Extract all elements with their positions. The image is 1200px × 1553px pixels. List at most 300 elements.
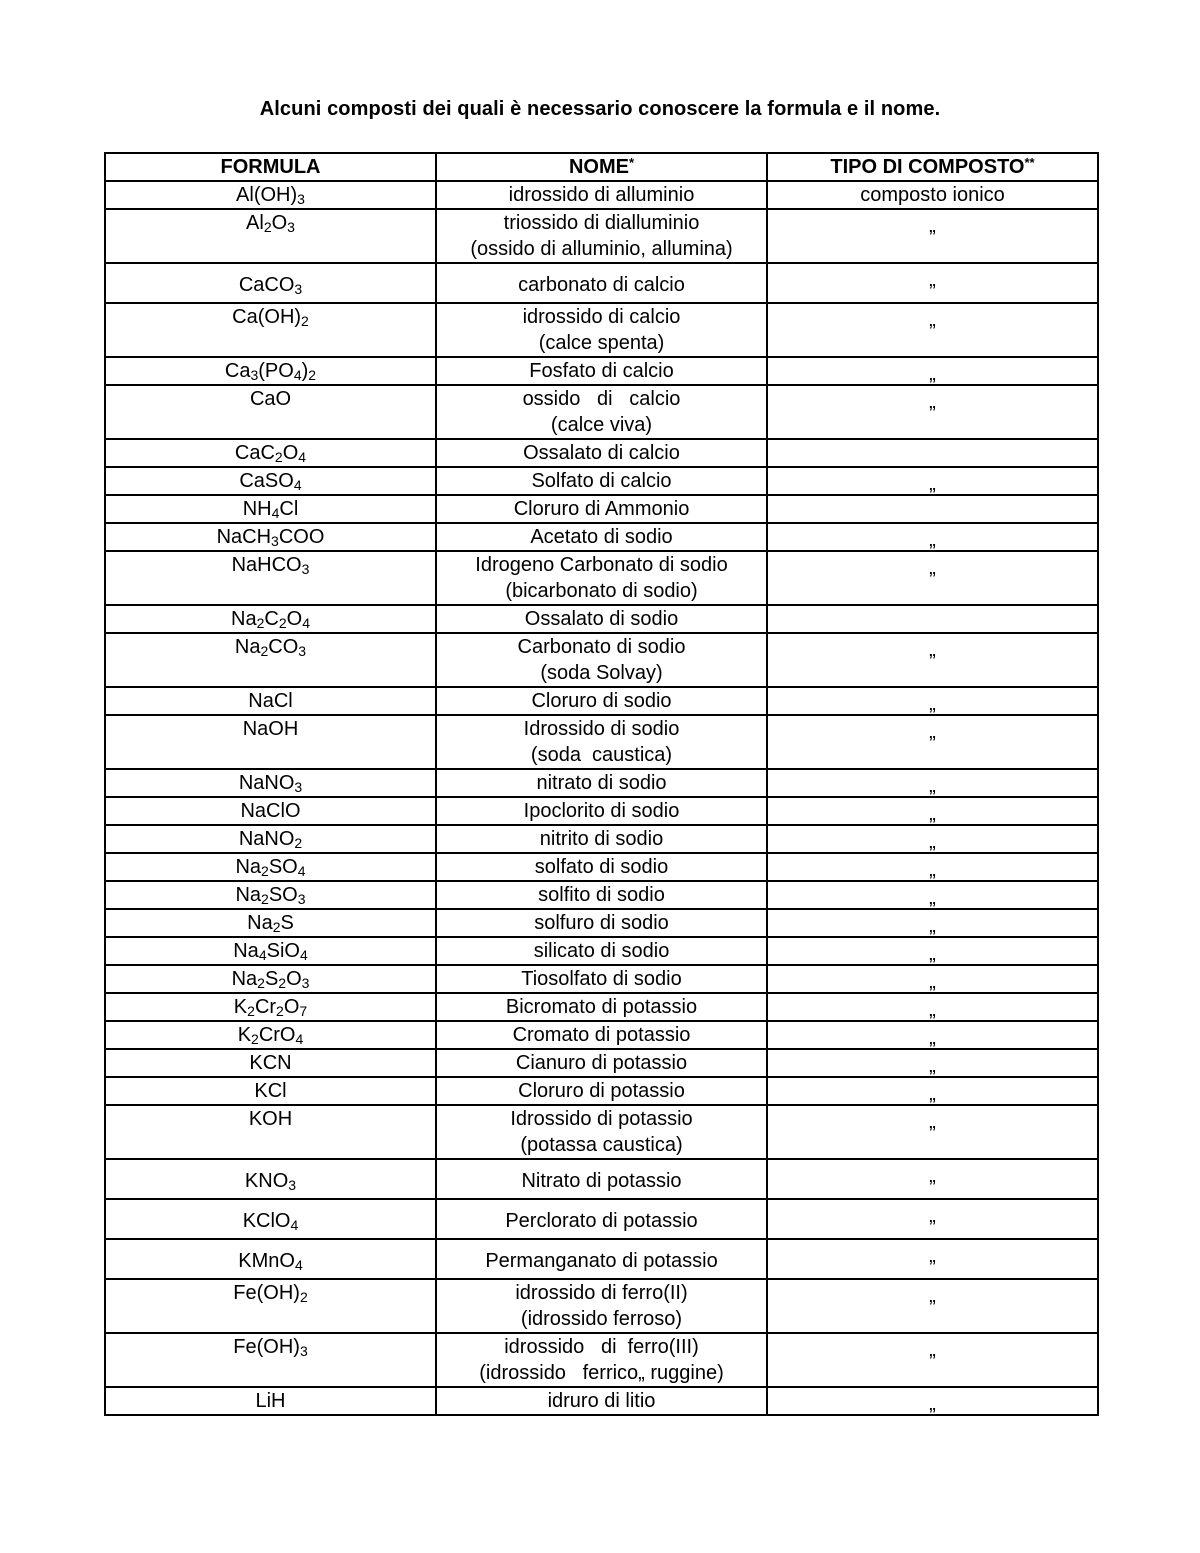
formula-part: Na	[247, 912, 273, 934]
formula-part: Na	[231, 968, 258, 990]
formula-part: K	[237, 1024, 252, 1046]
tipo-cell	[767, 551, 1098, 605]
formula-subscript: 2	[274, 449, 283, 465]
formula-subscript: 3	[287, 219, 295, 235]
formula-part: CaO	[249, 388, 292, 410]
ditto-mark: „	[929, 391, 936, 413]
table-row	[105, 1021, 1098, 1049]
table-row	[105, 263, 1098, 303]
table-row	[105, 937, 1098, 965]
compound-name: Permanganato di potassio	[485, 1250, 718, 1272]
formula-subscript: 4	[290, 1217, 299, 1233]
tipo-cell	[767, 385, 1098, 439]
name-cell	[436, 909, 767, 937]
formula-subscript: 2	[299, 1289, 308, 1305]
formula-cell	[105, 1333, 436, 1387]
footnote-mark: **	[1024, 155, 1035, 170]
formula-subscript: 3	[299, 1343, 308, 1359]
tipo-cell	[767, 181, 1098, 209]
tipo-cell	[767, 439, 1098, 467]
tipo-cell	[767, 1159, 1098, 1199]
name-cell	[436, 1105, 767, 1159]
ditto-mark: „	[929, 473, 936, 495]
formula-cell	[105, 797, 436, 825]
formula-subscript: 4	[295, 1031, 304, 1047]
formula-part: SO	[268, 884, 298, 906]
ditto-mark: „	[929, 1245, 936, 1267]
formula-subscript: 2	[272, 919, 281, 935]
ditto-mark: „	[929, 1339, 936, 1361]
formula-subscript: 2	[247, 1003, 255, 1019]
compound-name: Idrossido di potassio	[510, 1108, 693, 1130]
name-cell	[436, 965, 767, 993]
formula-part: SiO	[266, 940, 300, 962]
compound-name: Carbonato di sodio	[517, 636, 686, 658]
name-cell	[436, 439, 767, 467]
formula-cell	[105, 467, 436, 495]
formula-part: Na	[235, 884, 262, 906]
formula-cell	[105, 181, 436, 209]
formula-cell	[105, 385, 436, 439]
formula-part: KNO	[244, 1170, 289, 1192]
tipo-cell	[767, 1049, 1098, 1077]
formula-part: Ca(OH)	[232, 306, 302, 328]
formula-part: KCN	[249, 1052, 292, 1074]
formula-cell	[105, 825, 436, 853]
formula-part: Fe(OH)	[233, 1282, 300, 1304]
name-cell	[436, 181, 767, 209]
tipo-cell	[767, 1077, 1098, 1105]
formula-cell	[105, 495, 436, 523]
formula-subscript: 2	[260, 643, 269, 659]
tipo-cell	[767, 523, 1098, 551]
formula-subscript: 4	[298, 449, 307, 465]
tipo-cell	[767, 1333, 1098, 1387]
table-row	[105, 1159, 1098, 1199]
formula-cell	[105, 1239, 436, 1279]
ditto-mark: „	[929, 1285, 936, 1307]
formula-part: NaOH	[242, 718, 299, 740]
ditto-mark: „	[929, 1393, 936, 1415]
ditto-mark: „	[929, 269, 936, 291]
table-row	[105, 1199, 1098, 1239]
tipo-cell	[767, 605, 1098, 633]
ditto-mark: „	[929, 693, 936, 715]
ditto-mark: „	[929, 1111, 936, 1133]
formula-part: NaCH	[216, 526, 272, 548]
tipo-cell	[767, 303, 1098, 357]
tipo-cell	[767, 209, 1098, 263]
formula-part: C	[264, 608, 279, 630]
name-cell	[436, 495, 767, 523]
formula-cell	[105, 1199, 436, 1239]
formula-part: O	[282, 442, 299, 464]
compound-name: idrossido di alluminio	[508, 184, 695, 206]
tipo-cell	[767, 937, 1098, 965]
compound-name: Bicromato di potassio	[505, 996, 698, 1018]
formula-part: Na	[233, 940, 259, 962]
formula-subscript: 2	[261, 891, 269, 907]
ditto-mark: „	[929, 943, 936, 965]
compound-name: solfato di sodio	[534, 856, 669, 878]
table-row	[105, 551, 1098, 605]
compound-name: Cromato di potassio	[512, 1024, 691, 1046]
name-cell	[436, 467, 767, 495]
table-row	[105, 385, 1098, 439]
formula-cell	[105, 263, 436, 303]
table-row	[105, 1077, 1098, 1105]
tipo-cell	[767, 1387, 1098, 1415]
name-cell	[436, 1077, 767, 1105]
tipo-cell	[767, 1239, 1098, 1279]
formula-subscript: 4	[258, 947, 267, 963]
formula-part: Fe(OH)	[233, 1336, 300, 1358]
formula-subscript: 2	[263, 219, 272, 235]
ditto-mark: „	[929, 1083, 936, 1105]
formula-part: S	[264, 968, 279, 990]
compound-name: Nitrato di potassio	[521, 1170, 682, 1192]
formula-cell	[105, 1387, 436, 1415]
name-cell	[436, 853, 767, 881]
ditto-mark: „	[929, 971, 936, 993]
compound-name: Idrossido di sodio	[523, 718, 680, 740]
name-cell	[436, 1387, 767, 1415]
formula-part: )	[301, 360, 309, 382]
tipo-cell	[767, 993, 1098, 1021]
compound-name: Ossalato di sodio	[524, 608, 679, 630]
formula-subscript: 4	[302, 615, 310, 631]
formula-part: O	[283, 996, 300, 1018]
compound-name: Ipoclorito di sodio	[523, 800, 680, 822]
tipo-cell	[767, 1199, 1098, 1239]
formula-part: KClO	[242, 1210, 291, 1232]
name-cell	[436, 303, 767, 357]
formula-subscript: 2	[308, 367, 317, 383]
ditto-mark: „	[929, 999, 936, 1021]
name-cell	[436, 263, 767, 303]
compound-name: Perclorato di potassio	[505, 1210, 698, 1232]
compound-alt-name: (soda Solvay)	[540, 662, 663, 684]
formula-cell	[105, 853, 436, 881]
ditto-mark: „	[929, 1205, 936, 1227]
table-row	[105, 993, 1098, 1021]
compound-name: idrossido di calcio	[522, 306, 681, 328]
tipo-cell	[767, 263, 1098, 303]
formula-part: NaNO	[238, 828, 295, 850]
formula-part: NaHCO	[231, 554, 302, 576]
ditto-mark: „	[929, 831, 936, 853]
name-cell	[436, 993, 767, 1021]
ditto-mark: „	[929, 887, 936, 909]
compound-name: nitrito di sodio	[539, 828, 664, 850]
formula-part: Na	[234, 636, 261, 658]
formula-subscript: 3	[297, 191, 305, 207]
name-cell	[436, 937, 767, 965]
page-title: Alcuni composti dei quali è necessario conoscere la formula e il nome.	[259, 98, 941, 120]
table-row	[105, 467, 1098, 495]
ditto-mark: „	[929, 1027, 936, 1049]
table-row	[105, 605, 1098, 633]
compound-alt-name: (bicarbonato di sodio)	[505, 580, 698, 602]
name-cell	[436, 1279, 767, 1333]
name-cell	[436, 797, 767, 825]
table-row	[105, 1279, 1098, 1333]
formula-cell	[105, 357, 436, 385]
table-row	[105, 909, 1098, 937]
ditto-mark: „	[929, 775, 936, 797]
name-cell	[436, 1333, 767, 1387]
name-cell	[436, 385, 767, 439]
formula-subscript: 2	[251, 1031, 259, 1047]
compound-name: Tiosolfato di sodio	[521, 968, 682, 990]
name-cell	[436, 357, 767, 385]
formula-part: LiH	[255, 1390, 286, 1412]
formula-subscript: 3	[301, 561, 310, 577]
compound-name: carbonato di calcio	[518, 274, 685, 296]
table-row	[105, 715, 1098, 769]
compound-alt-name: (ossido di alluminio, allumina)	[470, 238, 733, 260]
name-cell	[436, 1239, 767, 1279]
tipo-cell	[767, 357, 1098, 385]
compound-name: Acetato di sodio	[530, 526, 673, 548]
formula-part: K	[233, 996, 248, 1018]
formula-cell	[105, 687, 436, 715]
formula-part: O	[286, 608, 303, 630]
compound-name: nitrato di sodio	[536, 772, 667, 794]
name-cell	[436, 881, 767, 909]
formula-subscript: 4	[299, 947, 308, 963]
name-cell	[436, 1159, 767, 1199]
tipo-cell	[767, 687, 1098, 715]
name-cell	[436, 687, 767, 715]
formula-cell	[105, 551, 436, 605]
formula-part: NaNO	[238, 772, 295, 794]
formula-part: O	[286, 968, 302, 990]
compound-name: Ossalato di calcio	[523, 442, 680, 464]
table-row	[105, 1387, 1098, 1415]
compound-alt-name: (calce viva)	[550, 414, 653, 436]
formula-part: NH	[242, 498, 272, 520]
tipo-cell	[767, 797, 1098, 825]
formula-part: Na	[231, 608, 257, 630]
formula-part: NaClO	[240, 800, 301, 822]
formula-part: Na	[235, 856, 262, 878]
ditto-mark: „	[929, 1055, 936, 1077]
name-cell	[436, 825, 767, 853]
formula-subscript: 2	[301, 313, 309, 329]
ditto-mark: „	[929, 1165, 936, 1187]
formula-subscript: 2	[294, 835, 303, 851]
formula-subscript: 2	[257, 975, 265, 991]
formula-subscript: 2	[278, 615, 287, 631]
formula-subscript: 3	[271, 533, 279, 549]
compounds-table	[104, 152, 1099, 1416]
tipo-cell	[767, 909, 1098, 937]
tipo-cell	[767, 467, 1098, 495]
ditto-mark: „	[929, 529, 936, 551]
formula-subscript: 2	[261, 863, 269, 879]
ditto-mark: „	[929, 639, 936, 661]
formula-cell	[105, 523, 436, 551]
formula-part: SO	[268, 856, 298, 878]
ditto-mark: „	[929, 721, 936, 743]
tipo-cell	[767, 825, 1098, 853]
compound-name: Solfato di calcio	[531, 470, 672, 492]
formula-part: KMnO	[238, 1250, 295, 1272]
name-cell	[436, 633, 767, 687]
formula-part: S	[280, 912, 294, 934]
table-row	[105, 853, 1098, 881]
formula-cell	[105, 965, 436, 993]
compound-name: idrossido di ferro(III)	[504, 1336, 699, 1358]
table-row	[105, 303, 1098, 357]
formula-part: Ca	[224, 360, 251, 382]
table-row	[105, 357, 1098, 385]
table-row	[105, 1333, 1098, 1387]
formula-subscript: 7	[299, 1003, 308, 1019]
tipo-cell	[767, 633, 1098, 687]
formula-part: (PO	[258, 360, 294, 382]
ditto-mark: „	[929, 363, 936, 385]
tipo-cell	[767, 853, 1098, 881]
formula-part: Al	[246, 212, 264, 234]
formula-subscript: 4	[294, 1257, 303, 1273]
formula-subscript: 2	[256, 615, 265, 631]
formula-subscript: 3	[288, 1177, 297, 1193]
formula-part: CaCO	[238, 274, 295, 296]
name-cell	[436, 605, 767, 633]
tipo-cell	[767, 715, 1098, 769]
name-cell	[436, 1021, 767, 1049]
name-cell	[436, 769, 767, 797]
formula-part: O	[271, 212, 288, 234]
formula-cell	[105, 1021, 436, 1049]
tipo-cell	[767, 495, 1098, 523]
formula-cell	[105, 1105, 436, 1159]
compound-name: solfuro di sodio	[534, 912, 669, 934]
formula-part: Cl	[279, 498, 299, 520]
formula-cell	[105, 209, 436, 263]
compound-type: composto ionico	[860, 184, 1005, 206]
formula-subscript: 2	[276, 1003, 284, 1019]
compound-name: Cianuro di potassio	[515, 1052, 688, 1074]
formula-subscript: 3	[294, 779, 303, 795]
table-row	[105, 965, 1098, 993]
table-row	[105, 881, 1098, 909]
header-tipo: TIPO DI COMPOSTO**	[767, 153, 1098, 181]
compound-name: Idrogeno Carbonato di sodio	[475, 554, 728, 576]
table-row	[105, 439, 1098, 467]
compound-name: Cloruro di sodio	[531, 690, 672, 712]
formula-part: NaCl	[248, 690, 293, 712]
name-cell	[436, 209, 767, 263]
ditto-mark: „	[929, 215, 936, 237]
tipo-cell	[767, 1105, 1098, 1159]
compound-name: solfito di sodio	[538, 884, 665, 906]
formula-part: Cr	[254, 996, 277, 1018]
formula-cell	[105, 1049, 436, 1077]
name-cell	[436, 1049, 767, 1077]
tipo-cell	[767, 965, 1098, 993]
formula-cell	[105, 937, 436, 965]
formula-part: Al(OH)	[236, 184, 298, 206]
tipo-cell	[767, 881, 1098, 909]
formula-part: CaSO	[239, 470, 294, 492]
formula-subscript: 3	[298, 643, 307, 659]
table-row	[105, 633, 1098, 687]
formula-cell	[105, 1159, 436, 1199]
formula-subscript: 4	[297, 863, 306, 879]
compound-name: idruro di litio	[547, 1390, 656, 1412]
formula-subscript: 4	[293, 367, 302, 383]
ditto-mark: „	[929, 557, 936, 579]
table-row	[105, 687, 1098, 715]
compound-name: silicato di sodio	[533, 940, 670, 962]
compound-alt-name: (idrossido ferrico„ ruggine)	[479, 1362, 724, 1384]
formula-cell	[105, 715, 436, 769]
formula-cell	[105, 909, 436, 937]
table-row	[105, 209, 1098, 263]
table-row	[105, 825, 1098, 853]
footnote-mark: *	[628, 155, 635, 170]
table-row	[105, 797, 1098, 825]
table-row	[105, 1105, 1098, 1159]
formula-cell	[105, 1279, 436, 1333]
formula-part: KOH	[248, 1108, 293, 1130]
formula-subscript: 3	[297, 891, 306, 907]
compound-alt-name: (calce spenta)	[538, 332, 665, 354]
compound-alt-name: (potassa caustica)	[520, 1134, 683, 1156]
compound-alt-name: (idrossido ferroso)	[520, 1308, 683, 1330]
ditto-mark: „	[929, 915, 936, 937]
compound-name: idrossido di ferro(II)	[515, 1282, 688, 1304]
formula-part: COO	[278, 526, 325, 548]
compound-name: Cloruro di potassio	[518, 1080, 685, 1102]
compound-name: triossido di dialluminio	[503, 212, 700, 234]
table-header-row	[105, 153, 1098, 181]
formula-subscript: 3	[294, 281, 303, 297]
name-cell	[436, 551, 767, 605]
formula-part: KCl	[254, 1080, 287, 1102]
formula-part: CrO	[258, 1024, 296, 1046]
table-row	[105, 495, 1098, 523]
name-cell	[436, 715, 767, 769]
header-nome: NOME*	[436, 153, 767, 181]
formula-subscript: 3	[250, 367, 259, 383]
formula-cell	[105, 881, 436, 909]
formula-subscript: 4	[271, 505, 280, 521]
formula-subscript: 3	[301, 975, 310, 991]
table-row	[105, 769, 1098, 797]
tipo-cell	[767, 1021, 1098, 1049]
formula-cell	[105, 993, 436, 1021]
compound-alt-name: (soda caustica)	[530, 744, 673, 766]
table-row	[105, 523, 1098, 551]
formula-cell	[105, 1077, 436, 1105]
compound-name: Cloruro di Ammonio	[513, 498, 690, 520]
ditto-mark: „	[929, 803, 936, 825]
formula-part: CO	[268, 636, 299, 658]
header-formula: FORMULA	[105, 153, 436, 181]
compound-name: Fosfato di calcio	[529, 360, 674, 382]
formula-cell	[105, 769, 436, 797]
tipo-cell	[767, 769, 1098, 797]
name-cell	[436, 1199, 767, 1239]
name-cell	[436, 523, 767, 551]
table-row	[105, 1239, 1098, 1279]
ditto-mark: „	[929, 859, 936, 881]
formula-subscript: 4	[293, 477, 302, 493]
